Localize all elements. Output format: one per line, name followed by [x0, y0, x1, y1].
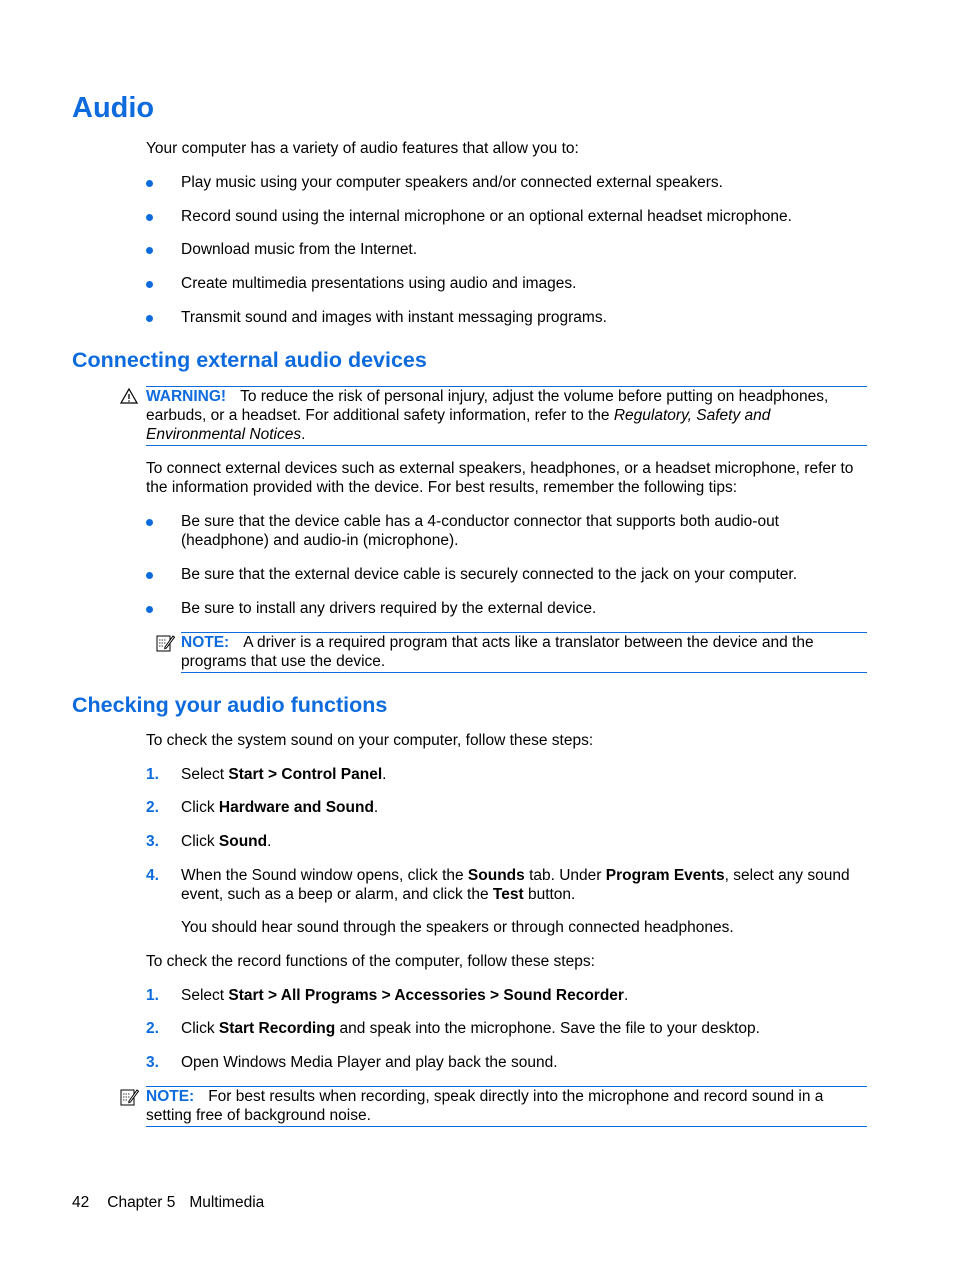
bullet-icon [146, 214, 153, 221]
step-text: . [267, 833, 272, 850]
step-text: . [373, 799, 379, 816]
note-label: NOTE: [181, 634, 230, 651]
step-number: 3. [146, 1054, 159, 1071]
step-emphasis: Hardware and Sound [218, 799, 374, 816]
list-item-text: Download music from the Internet. [181, 241, 418, 258]
step-text: Open Windows Media Player and play back the sound. [181, 1054, 558, 1071]
chapter-title: Multimedia [189, 1194, 265, 1211]
warning-triangle-icon [120, 388, 138, 409]
step-number: 3. [146, 833, 159, 850]
step-text: button. [523, 886, 576, 903]
intro-paragraph: Your computer has a variety of audio features that allow you to: [146, 140, 579, 157]
connecting-paragraph: To connect external devices such as external speakers, headphones, or a headset microphone, refer to the information provided with the device. For best results, remember the following tips: [146, 460, 854, 496]
list-item-text: Transmit sound and images with instant messaging programs. [181, 309, 607, 326]
record-intro: To check the record functions of the computer, follow these steps: [146, 953, 595, 970]
step-text: Click [181, 1020, 219, 1037]
note-text: A driver is a required program that acts like a translator between the device and the programs that use the device. [181, 634, 814, 670]
step-emphasis: Start > Control Panel [228, 766, 383, 783]
step-text: When the Sound window opens, click the [181, 867, 468, 884]
step-number: 1. [146, 766, 159, 783]
note-text: For best results when recording, speak directly into the microphone and record sound in a setting free of background noise. [146, 1088, 824, 1124]
warning-reference: Regulatory, Safety and Environmental Notices [146, 407, 771, 443]
step-text: . [623, 987, 629, 1004]
list-item-text: Be sure to install any drivers required by the external device. [181, 600, 597, 617]
step-emphasis: Start Recording [218, 1020, 336, 1037]
warning-box [146, 386, 867, 446]
step-number: 4. [146, 867, 159, 884]
step-emphasis: Sound [218, 833, 268, 850]
warning-text: To reduce the risk of personal injury, adjust the volume before putting on headphones, earbuds, or a headset. For additional safety information, refer to the [146, 388, 829, 424]
bullet-icon [146, 180, 153, 187]
note-pencil-icon [156, 634, 175, 657]
step-number: 2. [146, 799, 159, 816]
list-item-text: Be sure that the device cable has a 4-conductor connector that supports both audio-out (headphone) and audio-in (microphone). [181, 513, 779, 549]
step-emphasis: Test [492, 886, 524, 903]
step-number: 1. [146, 987, 159, 1004]
note-pencil-icon [120, 1088, 139, 1111]
bullet-icon [146, 281, 153, 288]
step-text: tab. Under [524, 867, 606, 884]
step-number: 2. [146, 1020, 159, 1037]
list-item-text: Play music using your computer speakers and/or connected external speakers. [181, 174, 723, 191]
note-box-driver [181, 632, 867, 673]
list-item-text: Be sure that the external device cable is securely connected to the jack on your computer. [181, 566, 798, 583]
step-text: . [382, 766, 387, 783]
step-emphasis: Start > All Programs > Accessories > Sound Recorder [228, 987, 624, 1004]
bullet-icon [146, 572, 153, 579]
bullet-icon [146, 247, 153, 254]
page-number: 42 [72, 1194, 90, 1211]
section-heading-checking: Checking your audio functions [72, 693, 388, 717]
step-emphasis: Sounds [467, 867, 525, 884]
sound-intro: To check the system sound on your computer, follow these steps: [146, 732, 594, 749]
step-text: Select [181, 987, 229, 1004]
warning-end: . [301, 426, 306, 443]
page-title: Audio [72, 92, 155, 124]
list-item-text: Create multimedia presentations using audio and images. [181, 275, 577, 292]
sound-result: You should hear sound through the speakers or through connected headphones. [181, 919, 734, 936]
warning-label: WARNING! [146, 388, 227, 405]
step-emphasis: Program Events [605, 867, 725, 884]
step-text: Select [181, 766, 229, 783]
section-heading-connecting: Connecting external audio devices [72, 348, 427, 372]
step-text: Click [181, 833, 219, 850]
bullet-icon [146, 315, 153, 322]
bullet-icon [146, 519, 153, 526]
step-text: and speak into the microphone. Save the file to your desktop. [335, 1020, 760, 1037]
page-footer [72, 1193, 282, 1212]
chapter-label: Chapter 5 [107, 1194, 176, 1211]
list-item-text: Record sound using the internal microphone or an optional external headset microphone. [181, 208, 792, 225]
bullet-icon [146, 606, 153, 613]
note-label: NOTE: [146, 1088, 195, 1105]
step-text: Click [181, 799, 219, 816]
note-box-recording [146, 1086, 867, 1127]
step-text: , select any sound event, such as a beep or alarm, and click the [181, 867, 850, 903]
